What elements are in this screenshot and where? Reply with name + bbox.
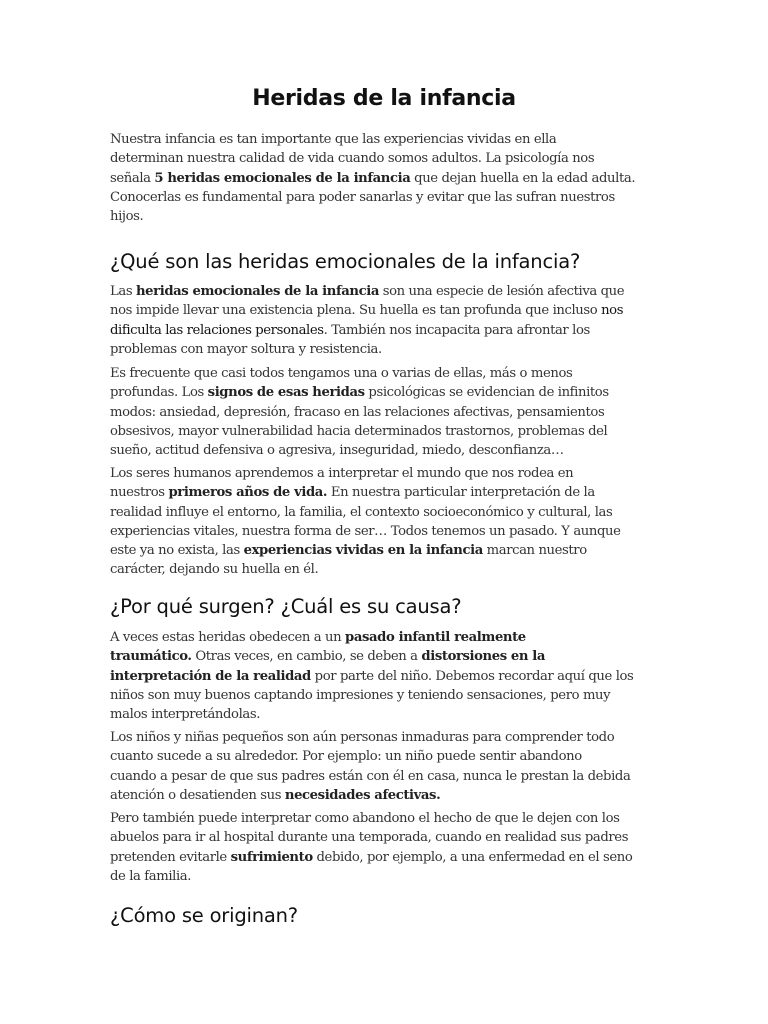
text-line: Conocerlas es fundamental para poder sanarlas y evitar que las sufran nuestros — [110, 189, 615, 205]
bold-text: pasado infantil realmente — [345, 630, 526, 645]
bold-text: experiencias vividas en la infancia — [243, 543, 483, 559]
text-line — [110, 483, 660, 502]
text-line: experiencias vitales, nuestra forma de ser… Todos tenemos un pasado. Y aunque — [110, 523, 621, 539]
text-run: A veces estas heridas obedecen a un — [110, 630, 346, 645]
text-run: pretenden evitarle — [110, 849, 231, 865]
text-line: cuanto sucede a su alrededor. Por ejemplo: un niño puede sentir abandono — [110, 749, 582, 765]
text-line: realidad influye el entorno, la familia, el contexto socioeconómico y cultural, las — [110, 504, 613, 520]
text-line — [110, 301, 660, 320]
text-line — [110, 169, 660, 188]
text-run: atención o desatienden sus — [110, 787, 285, 803]
emphasis-text: dificulta las relaciones personales — [110, 322, 324, 338]
bold-text: nos — [601, 303, 624, 319]
text-line: determinan nuestra calidad de vida cuando somos adultos. La psicología nos — [110, 151, 595, 167]
text-run: psicológicas se evidencian de infinitos — [364, 385, 609, 401]
text-run: que dejan huella en la edad adulta. — [410, 170, 636, 186]
intro-paragraph — [110, 130, 660, 226]
section2-paragraph-3 — [110, 809, 660, 886]
text-run: debido, por ejemplo, a una enfermedad en el seno — [312, 849, 633, 865]
text-line: cuando a pesar de que sus padres están con él en casa, nunca le prestan la debida — [110, 768, 631, 784]
text-line — [110, 647, 660, 666]
text-line — [110, 786, 660, 805]
section-heading-que-son: ¿Qué son las heridas emocionales de la infancia? — [110, 250, 581, 273]
bold-text: signos de esas heridas — [207, 385, 365, 401]
text-run: señala — [110, 170, 155, 186]
bold-text: heridas emocionales de la infancia — [135, 284, 379, 299]
text-line: abuelos para ir al hospital durante una temporada, cuando en realidad sus padres — [110, 830, 629, 846]
bold-text: sufrimiento — [230, 849, 313, 865]
page-title: Heridas de la infancia — [252, 86, 516, 111]
text-run: por parte del niño. Debemos recordar aquí que los — [310, 668, 634, 684]
text-line: Los seres humanos aprendemos a interpretar el mundo que nos rodea en — [110, 466, 574, 481]
text-line — [110, 541, 660, 560]
text-line: obsesivos, mayor vulnerabilidad hacia determinados trastornos, problemas del — [110, 423, 608, 439]
text-line: modos: ansiedad, depresión, fracaso en las relaciones afectivas, pensamientos — [110, 404, 605, 420]
section-heading-como-se-originan: ¿Cómo se originan? — [110, 904, 298, 927]
text-line — [110, 383, 660, 402]
text-line: hijos. — [110, 209, 144, 225]
text-line: Es frecuente que casi todos tengamos una o varias de ellas, más o menos — [110, 366, 573, 381]
text-run: marcan nuestro — [482, 543, 587, 559]
section2-paragraph-1 — [110, 628, 660, 724]
text-line: malos interpretándolas. — [110, 707, 261, 723]
section1-paragraph-1 — [110, 282, 660, 359]
text-run: . También nos incapacita para afrontar los — [323, 322, 590, 338]
section1-paragraph-2 — [110, 364, 660, 460]
bold-text: distorsiones en la — [421, 649, 546, 665]
text-run: nuestros — [110, 485, 169, 501]
bold-text: traumático. — [110, 649, 192, 665]
bold-text: necesidades afectivas. — [284, 787, 441, 803]
text-line: problemas con mayor soltura y resistencia. — [110, 341, 382, 357]
text-run: nos impide llevar una existencia plena. Su huella es tan profunda que incluso — [110, 303, 602, 319]
text-line: sueño, actitud defensiva o agresiva, inseguridad, miedo, desconfianza… — [110, 443, 564, 459]
section-heading-por-que-surgen: ¿Por qué surgen? ¿Cuál es su causa? — [110, 595, 462, 618]
text-line: de la familia. — [110, 868, 192, 884]
text-run: son una especie de lesión afectiva que — [378, 284, 625, 299]
text-line — [110, 321, 660, 340]
text-run: este ya no exista, las — [110, 543, 244, 559]
text-line: Los niños y niñas pequeños son aún personas inmaduras para comprender todo — [110, 730, 615, 745]
text-line — [110, 848, 660, 867]
text-line: niños son muy buenos captando impresiones y teniendo sensaciones, pero muy — [110, 687, 611, 703]
bold-text: primeros años de vida. — [168, 485, 328, 501]
text-run: Las — [110, 284, 136, 299]
text-line — [110, 667, 660, 686]
bold-text: 5 heridas emocionales de la infancia — [154, 170, 411, 186]
text-run: profundas. Los — [110, 385, 208, 401]
text-line: carácter, dejando su huella en él. — [110, 562, 319, 578]
bold-text: interpretación de la realidad — [110, 668, 311, 684]
text-run: Otras veces, en cambio, se deben a — [191, 649, 422, 665]
text-line: Nuestra infancia es tan importante que las experiencias vividas en ella — [110, 132, 557, 147]
text-line — [110, 282, 660, 301]
text-line — [110, 628, 660, 647]
section2-paragraph-2 — [110, 728, 660, 805]
text-run: En nuestra particular interpretación de la — [327, 485, 595, 501]
section1-paragraph-3 — [110, 464, 660, 580]
text-line: Pero también puede interpretar como abandono el hecho de que le dejen con los — [110, 811, 620, 826]
